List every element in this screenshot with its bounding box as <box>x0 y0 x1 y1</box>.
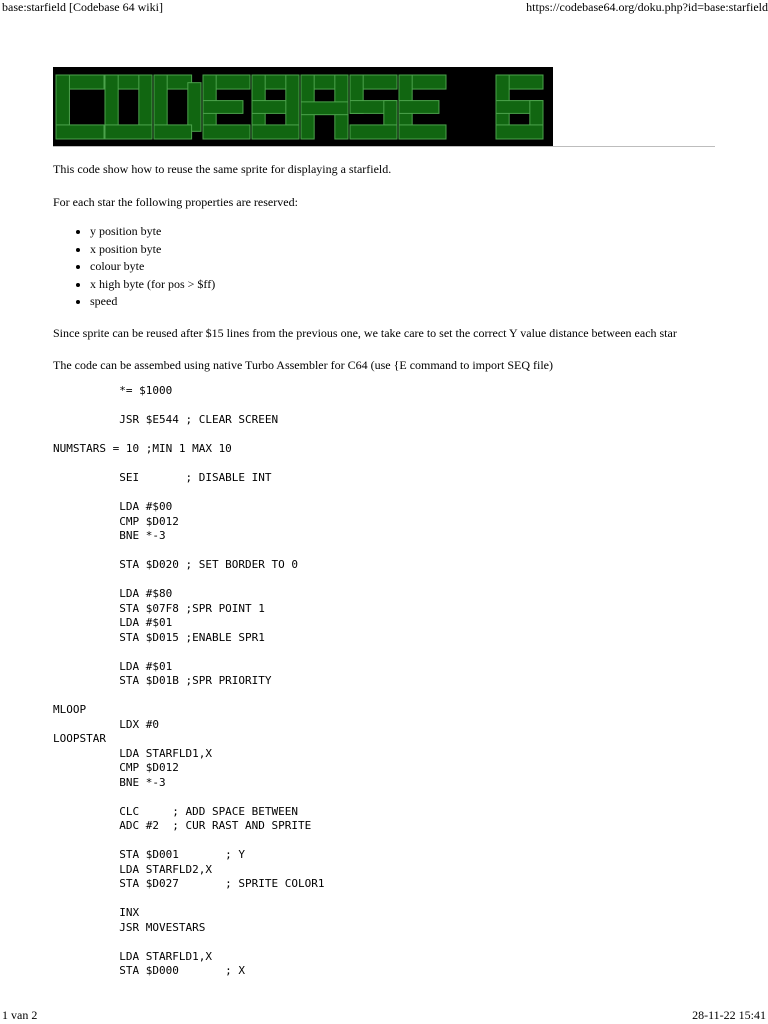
code-line: MLOOP <box>53 703 87 716</box>
codebase64-logo <box>53 67 553 147</box>
properties-list <box>53 223 215 311</box>
header-divider <box>53 146 715 147</box>
print-header-title: base:starfield [Codebase 64 wiki] <box>2 0 163 14</box>
logo-letter <box>252 75 299 139</box>
properties-intro: For each star the following properties are reserved: <box>53 195 298 209</box>
code-line: LOOPSTAR <box>53 732 106 745</box>
code-line: LDA #$01 <box>53 616 173 629</box>
code-line: ADC #2 ; CUR RAST AND SPRITE <box>53 819 312 832</box>
property-item: • x position byte <box>90 241 215 259</box>
logo-letter <box>203 75 250 139</box>
code-line: LDX #0 <box>53 717 159 731</box>
logo-letter <box>301 75 348 139</box>
code-line: STA $D000 ; X <box>53 964 246 977</box>
code-line: NUMSTARS = 10 ;MIN 1 MAX 10 <box>53 442 232 455</box>
code-line: LDA #$80 <box>53 587 173 600</box>
code-line: BNE *-3 <box>53 775 166 789</box>
code-line: CLC ; ADD SPACE BETWEEN <box>53 804 299 818</box>
property-item: • speed <box>90 293 215 311</box>
logo-letter <box>496 75 543 139</box>
property-item: • y position byte <box>90 223 215 241</box>
code-line: STA $D001 ; Y <box>53 848 246 861</box>
code-line: CMP $D012 <box>53 761 179 774</box>
print-footer-timestamp: 28-11-22 15:41 <box>692 1008 766 1022</box>
logo-letter <box>56 75 104 139</box>
code-line: LDA STARFLD2,X <box>53 862 212 876</box>
code-line: CMP $D012 <box>53 514 179 528</box>
code-listing <box>53 384 325 979</box>
code-line: LDA STARFLD1,X <box>53 949 212 963</box>
print-footer-page: 1 van 2 <box>2 1008 38 1022</box>
code-line: STA $D027 ; SPRITE COLOR1 <box>53 877 325 890</box>
print-header-url: https://codebase64.org/doku.php?id=base:starfield <box>526 0 768 14</box>
logo-letter <box>154 75 201 139</box>
code-line: JSR $E544 ; CLEAR SCREEN <box>53 413 279 426</box>
code-line: STA $D01B ;SPR PRIORITY <box>53 674 272 687</box>
intro-paragraph: This code show how to reuse the same sprite for displaying a starfield. <box>53 162 392 176</box>
property-item: • colour byte <box>90 258 215 276</box>
code-line: STA $D020 ; SET BORDER TO 0 <box>53 558 299 571</box>
code-line: BNE *-3 <box>53 529 166 542</box>
code-line: LDA #$00 <box>53 500 173 513</box>
code-line: STA $D015 ;ENABLE SPR1 <box>53 630 265 644</box>
code-line: LDA #$01 <box>53 659 173 673</box>
code-line: SEI ; DISABLE INT <box>53 471 272 484</box>
sprite-reuse-note: Since sprite can be reused after $15 lines from the previous one, we take care to set the correct Y value distance between each star <box>53 326 677 340</box>
site-logo-link[interactable] <box>53 67 553 147</box>
logo-letter <box>350 75 397 139</box>
property-item: • x high byte (for pos > $ff) <box>90 276 215 294</box>
logo-letter <box>399 75 446 139</box>
assembler-note: The code can be assembed using native Turbo Assembler for C64 (use {E command to import SEQ file) <box>53 358 553 372</box>
logo-letter <box>105 75 152 139</box>
code-line: INX <box>53 906 140 919</box>
code-line: *= $1000 <box>53 384 173 397</box>
code-line: LDA STARFLD1,X <box>53 746 212 760</box>
code-line: STA $07F8 ;SPR POINT 1 <box>53 601 265 615</box>
code-line: JSR MOVESTARS <box>53 920 206 934</box>
